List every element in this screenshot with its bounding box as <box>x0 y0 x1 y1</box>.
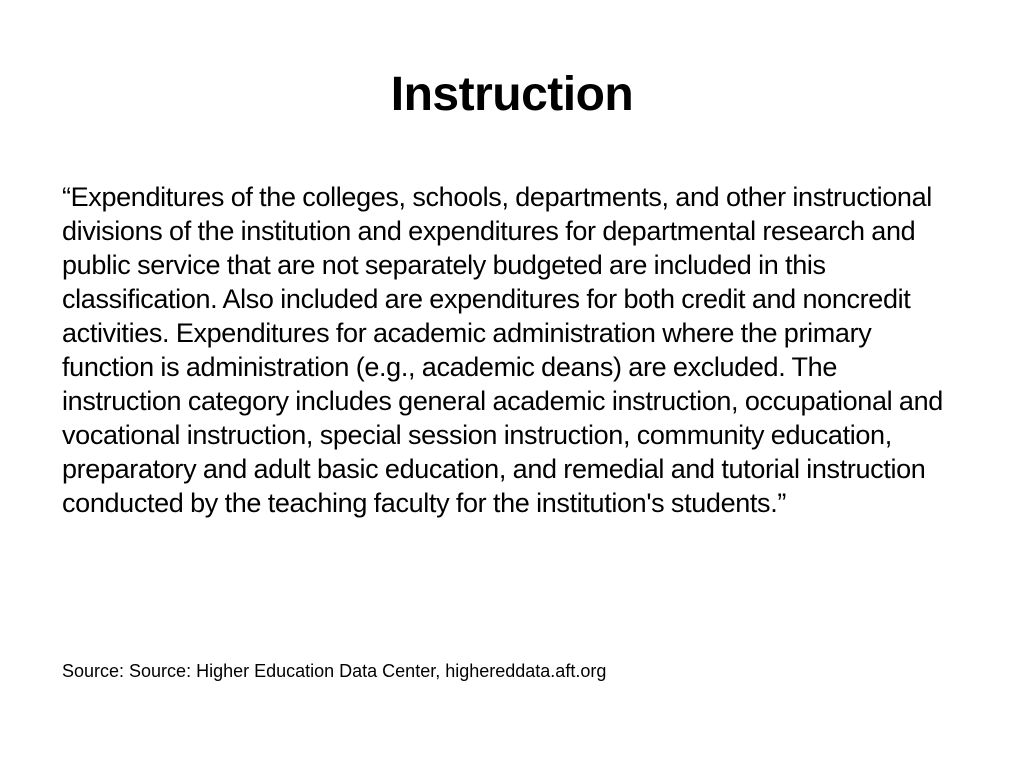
source-citation: Source: Source: Higher Education Data Center, highereddata.aft.org <box>62 661 607 681</box>
slide-title: Instruction <box>390 68 634 121</box>
definition-quote: “Expenditures of the colleges, schools, departments, and other instructional divisions of the institution and expenditures for departmental research and public service that are not separately budgeted are included in this classification. Also included are expenditures for both credit and noncredit activities. Expenditures for academic administration where the primary function is administration (e.g., academic deans) are excluded. The instruction category includes general academic instruction, occupational and vocational instruction, special session instruction, community education, preparatory and adult basic education, and remedial and tutorial instruction conducted by the teaching faculty for the institution's students.” <box>62 182 943 518</box>
